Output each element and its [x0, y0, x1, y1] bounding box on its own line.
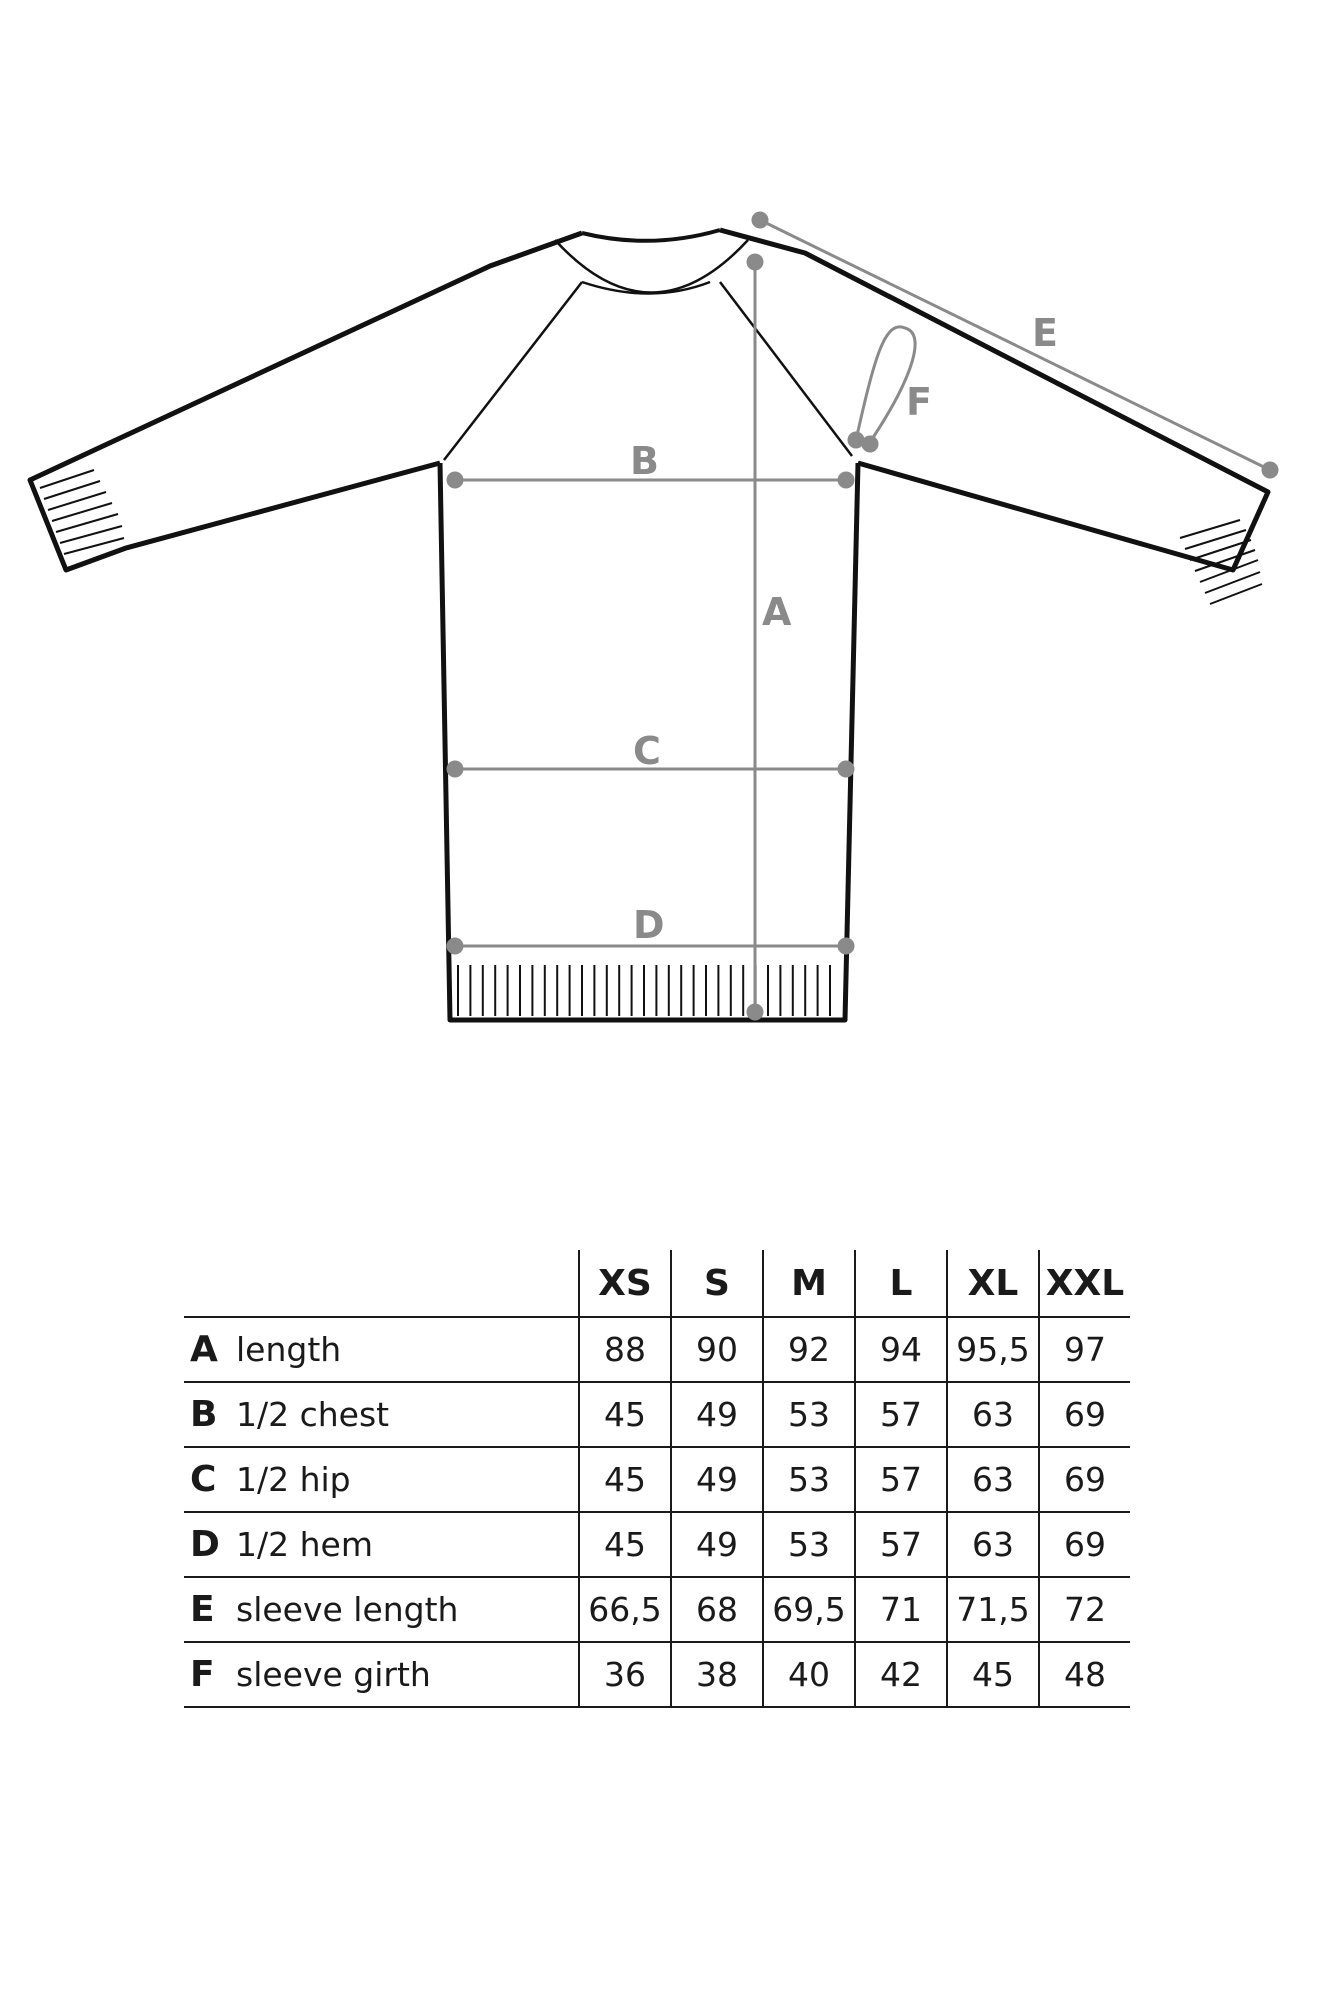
- hem-ribbing: [458, 965, 830, 1016]
- table-cell: 53: [763, 1447, 855, 1512]
- row-label: [184, 1382, 579, 1447]
- table-cell: 95,5: [947, 1317, 1039, 1382]
- table-row: [184, 1642, 1130, 1707]
- label-b: B: [630, 439, 659, 483]
- table-cell: 69: [1039, 1382, 1130, 1447]
- row-letter: A: [190, 1329, 218, 1370]
- size-header-l: L: [855, 1250, 947, 1317]
- table-cell: 40: [763, 1642, 855, 1707]
- rib-lines: [40, 470, 1262, 604]
- table-cell: 49: [671, 1512, 763, 1577]
- label-f: F: [906, 380, 932, 424]
- sweater-outline: [30, 230, 1268, 1020]
- row-name: 1/2 hem: [236, 1525, 373, 1564]
- table-row: [184, 1382, 1130, 1447]
- size-chart-table: [184, 1250, 1130, 1708]
- table-cell: 63: [947, 1447, 1039, 1512]
- table-cell: 66,5: [579, 1577, 671, 1642]
- table-cell: 97: [1039, 1317, 1130, 1382]
- row-letter: E: [190, 1589, 215, 1630]
- table-cell: 36: [579, 1642, 671, 1707]
- row-name: sleeve girth: [236, 1655, 431, 1694]
- table-cell: 69,5: [763, 1577, 855, 1642]
- row-letter: B: [190, 1394, 218, 1435]
- table-cell: 57: [855, 1447, 947, 1512]
- table-cell: 53: [763, 1512, 855, 1577]
- label-e: E: [1032, 311, 1058, 355]
- table-cell: 63: [947, 1512, 1039, 1577]
- table-cell: 71: [855, 1577, 947, 1642]
- table-cell: 42: [855, 1642, 947, 1707]
- table-cell: 45: [579, 1512, 671, 1577]
- label-d: D: [633, 903, 665, 947]
- row-label: [184, 1577, 579, 1642]
- row-name: 1/2 hip: [236, 1460, 351, 1499]
- size-header-row: [184, 1250, 1130, 1317]
- table-row: [184, 1577, 1130, 1642]
- size-header-m: M: [763, 1250, 855, 1317]
- row-label: [184, 1512, 579, 1577]
- row-letter: F: [190, 1654, 215, 1695]
- table-row: [184, 1317, 1130, 1382]
- size-header-s: S: [671, 1250, 763, 1317]
- size-header-xxl: XXL: [1039, 1250, 1130, 1317]
- row-name: sleeve length: [236, 1590, 459, 1629]
- table-cell: 53: [763, 1382, 855, 1447]
- table-cell: 71,5: [947, 1577, 1039, 1642]
- table-cell: 88: [579, 1317, 671, 1382]
- label-c: C: [633, 729, 661, 773]
- table-cell: 69: [1039, 1512, 1130, 1577]
- row-letter: C: [190, 1459, 217, 1500]
- row-letter: D: [190, 1524, 220, 1565]
- label-a: A: [762, 590, 792, 634]
- row-label: [184, 1317, 579, 1382]
- size-header-xl: XL: [947, 1250, 1039, 1317]
- table-cell: 90: [671, 1317, 763, 1382]
- table-row: [184, 1512, 1130, 1577]
- row-name: length: [236, 1330, 342, 1369]
- table-cell: 49: [671, 1447, 763, 1512]
- table-cell: 63: [947, 1382, 1039, 1447]
- table-cell: 94: [855, 1317, 947, 1382]
- table-cell: 48: [1039, 1642, 1130, 1707]
- table-cell: 57: [855, 1512, 947, 1577]
- size-header-xs: XS: [579, 1250, 671, 1317]
- table-cell: 68: [671, 1577, 763, 1642]
- row-label: [184, 1642, 579, 1707]
- measurement-lines: [448, 213, 1277, 1019]
- measure-line-e: [760, 220, 1270, 470]
- table-cell: 57: [855, 1382, 947, 1447]
- table-cell: 49: [671, 1382, 763, 1447]
- table-cell: 45: [579, 1447, 671, 1512]
- table-cell: 69: [1039, 1447, 1130, 1512]
- table-cell: 38: [671, 1642, 763, 1707]
- row-name: 1/2 chest: [236, 1395, 390, 1434]
- table-cell: 45: [579, 1382, 671, 1447]
- table-cell: 92: [763, 1317, 855, 1382]
- size-header-corner: [184, 1250, 579, 1317]
- table-row: [184, 1447, 1130, 1512]
- row-label: [184, 1447, 579, 1512]
- table-cell: 72: [1039, 1577, 1130, 1642]
- table-cell: 45: [947, 1642, 1039, 1707]
